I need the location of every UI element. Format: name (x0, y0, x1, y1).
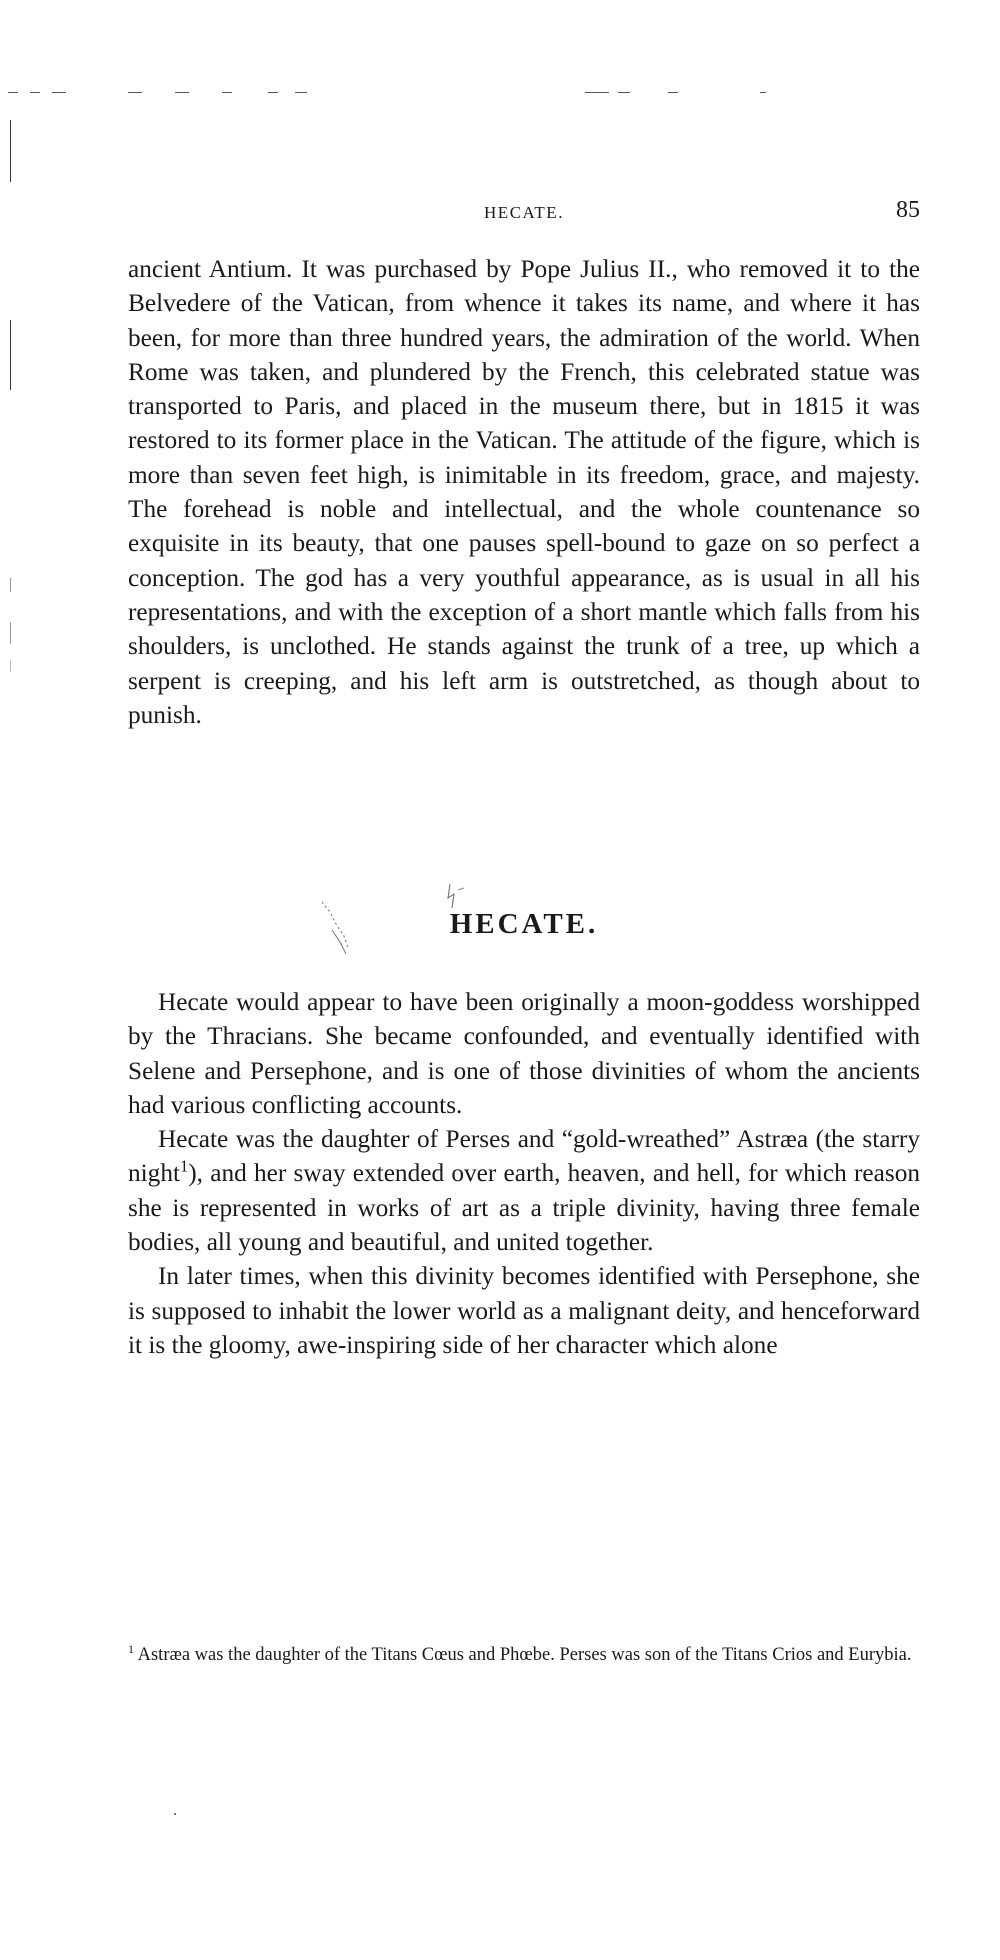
paragraph (128, 1122, 920, 1259)
running-head-title: HECATE. (484, 203, 564, 222)
scan-artifact-margin-line (10, 660, 11, 672)
scan-artifact-margin-line (10, 622, 11, 644)
footnote (128, 1641, 920, 1667)
section-heading: HECATE. (449, 908, 599, 940)
scan-artifact-margin-line (10, 578, 11, 592)
footnote-marker: 1 (128, 1641, 135, 1656)
footnote-text: Astræa was the daughter of the Titans Cœus and Phœbe. Perses was son of the Titans Crios and Eurybia. (137, 1645, 912, 1665)
paragraph-text: ), and her sway extended over earth, heaven, and hell, for which reason she is represented in works of art as a triple divinity, having three female bodies, all young and beautiful, and united together. (128, 1159, 920, 1257)
paragraph: In later times, when this divinity becomes identified with Persephone, she is supposed to inhabit the lower world as a malignant deity, and henceforward it is the gloomy, awe-inspiring side of her character which alone (128, 1262, 920, 1359)
running-head (128, 197, 920, 227)
scan-artifact-margin-line (10, 320, 11, 390)
scan-artifact-dashes (0, 92, 1000, 96)
paragraph-text: Hecate was the daughter of Perses and “gold-wreathed” Astræa (the starry night (128, 1125, 920, 1188)
scan-artifact-dot (174, 1813, 176, 1815)
footnote-reference: 1 (180, 1157, 189, 1177)
page-number: 85 (896, 197, 920, 223)
paragraph: Hecate would appear to have been originally a moon-goddess worshipped by the Thracians. She became confounded, and eventually identified with Selene and Persephone, and is one of those divinities of whom the ancients had various conflicting accounts. (128, 988, 920, 1119)
section-body (128, 985, 920, 1362)
paragraph: ancient Antium. It was purchased by Pope Julius II., who removed it to the Belvedere of the Vatican, from whence it takes its name, and where it has been, for more than three hundred years, the admiration of the world. When Rome was taken, and plundered by the French, this celebrated statue was transported to Paris, and placed in the museum there, but in 1815 it was restored to its former place in the Vatican. The attitude of the figure, which is more than seven feet high, is inimitable in its freedom, grace, and majesty. The forehead is noble and intellectual, and the whole countenance so exquisite in its beauty, that one pauses spell-bound to gaze on so perfect a conception. The god has a very youthful appearance, as is usual in all his representations, and with the exception of a short mantle which falls from his shoulders, is unclothed. He stands against the trunk of a tree, up which a serpent is creeping, and his left arm is outstretched, as though about to punish. (128, 255, 920, 729)
scan-artifact-margin-line (10, 120, 11, 182)
continuation-text (128, 252, 920, 732)
